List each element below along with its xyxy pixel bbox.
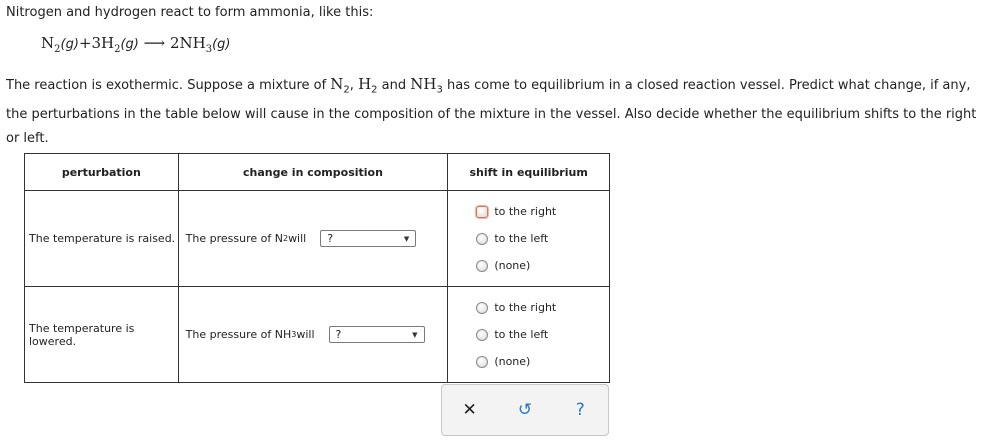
change-cell: The pressure of NH 3 will ? ▼ bbox=[178, 287, 448, 383]
radio-button[interactable] bbox=[476, 260, 488, 272]
header-shift: shift in equilibrium bbox=[448, 154, 610, 191]
radio-button[interactable] bbox=[476, 233, 488, 245]
radio-option[interactable]: to the left bbox=[476, 225, 609, 252]
radio-button[interactable] bbox=[476, 329, 488, 341]
change-select[interactable]: ? ▼ bbox=[320, 230, 416, 247]
perturbation-table bbox=[24, 153, 610, 383]
radio-option[interactable]: to the left bbox=[476, 321, 609, 348]
radio-button[interactable] bbox=[476, 302, 488, 314]
question-text: The reaction is exothermic. Suppose a mixture of $N_2$, $H_2$ and $NH_3$ has come to equilibrium in a closed reaction vessel. Predict what change, if any, the perturbations in the table below will cause in the composition of the mixture in the vessel. Also decide whether the equilibrium shifts to the right or left. bbox=[6, 75, 977, 146]
change-select[interactable]: ? ▼ bbox=[329, 326, 425, 343]
radio-button[interactable] bbox=[476, 206, 488, 218]
table-row bbox=[25, 191, 610, 287]
radio-button[interactable] bbox=[476, 356, 488, 368]
chevron-down-icon: ▼ bbox=[403, 234, 410, 243]
table-row bbox=[25, 287, 610, 383]
perturbation-cell: The temperature is lowered. bbox=[25, 287, 179, 383]
chevron-down-icon: ▼ bbox=[412, 330, 418, 339]
answer-toolbar bbox=[441, 384, 609, 436]
change-cell: The pressure of N 2 will ? ▼ bbox=[178, 191, 448, 287]
header-change: change in composition bbox=[178, 154, 448, 191]
shift-options bbox=[448, 191, 610, 287]
header-perturbation: perturbation bbox=[25, 154, 179, 191]
radio-option[interactable]: (none) bbox=[476, 252, 609, 279]
radio-option[interactable]: (none) bbox=[476, 348, 609, 375]
clear-icon[interactable]: ✕ bbox=[462, 400, 477, 420]
undo-icon[interactable]: ↺ bbox=[517, 400, 533, 420]
radio-option[interactable]: to the right bbox=[476, 294, 609, 321]
reaction-equation: $N_2(g)+3H_2(g)$ ⟶ $2NH_3(g)$ bbox=[41, 34, 231, 55]
shift-options bbox=[448, 287, 610, 383]
help-icon[interactable]: ? bbox=[575, 400, 585, 420]
intro-text: Nitrogen and hydrogen react to form ammonia, like this: bbox=[6, 5, 374, 20]
radio-option[interactable]: to the right bbox=[476, 198, 609, 225]
perturbation-cell: The temperature is raised. bbox=[25, 191, 179, 287]
